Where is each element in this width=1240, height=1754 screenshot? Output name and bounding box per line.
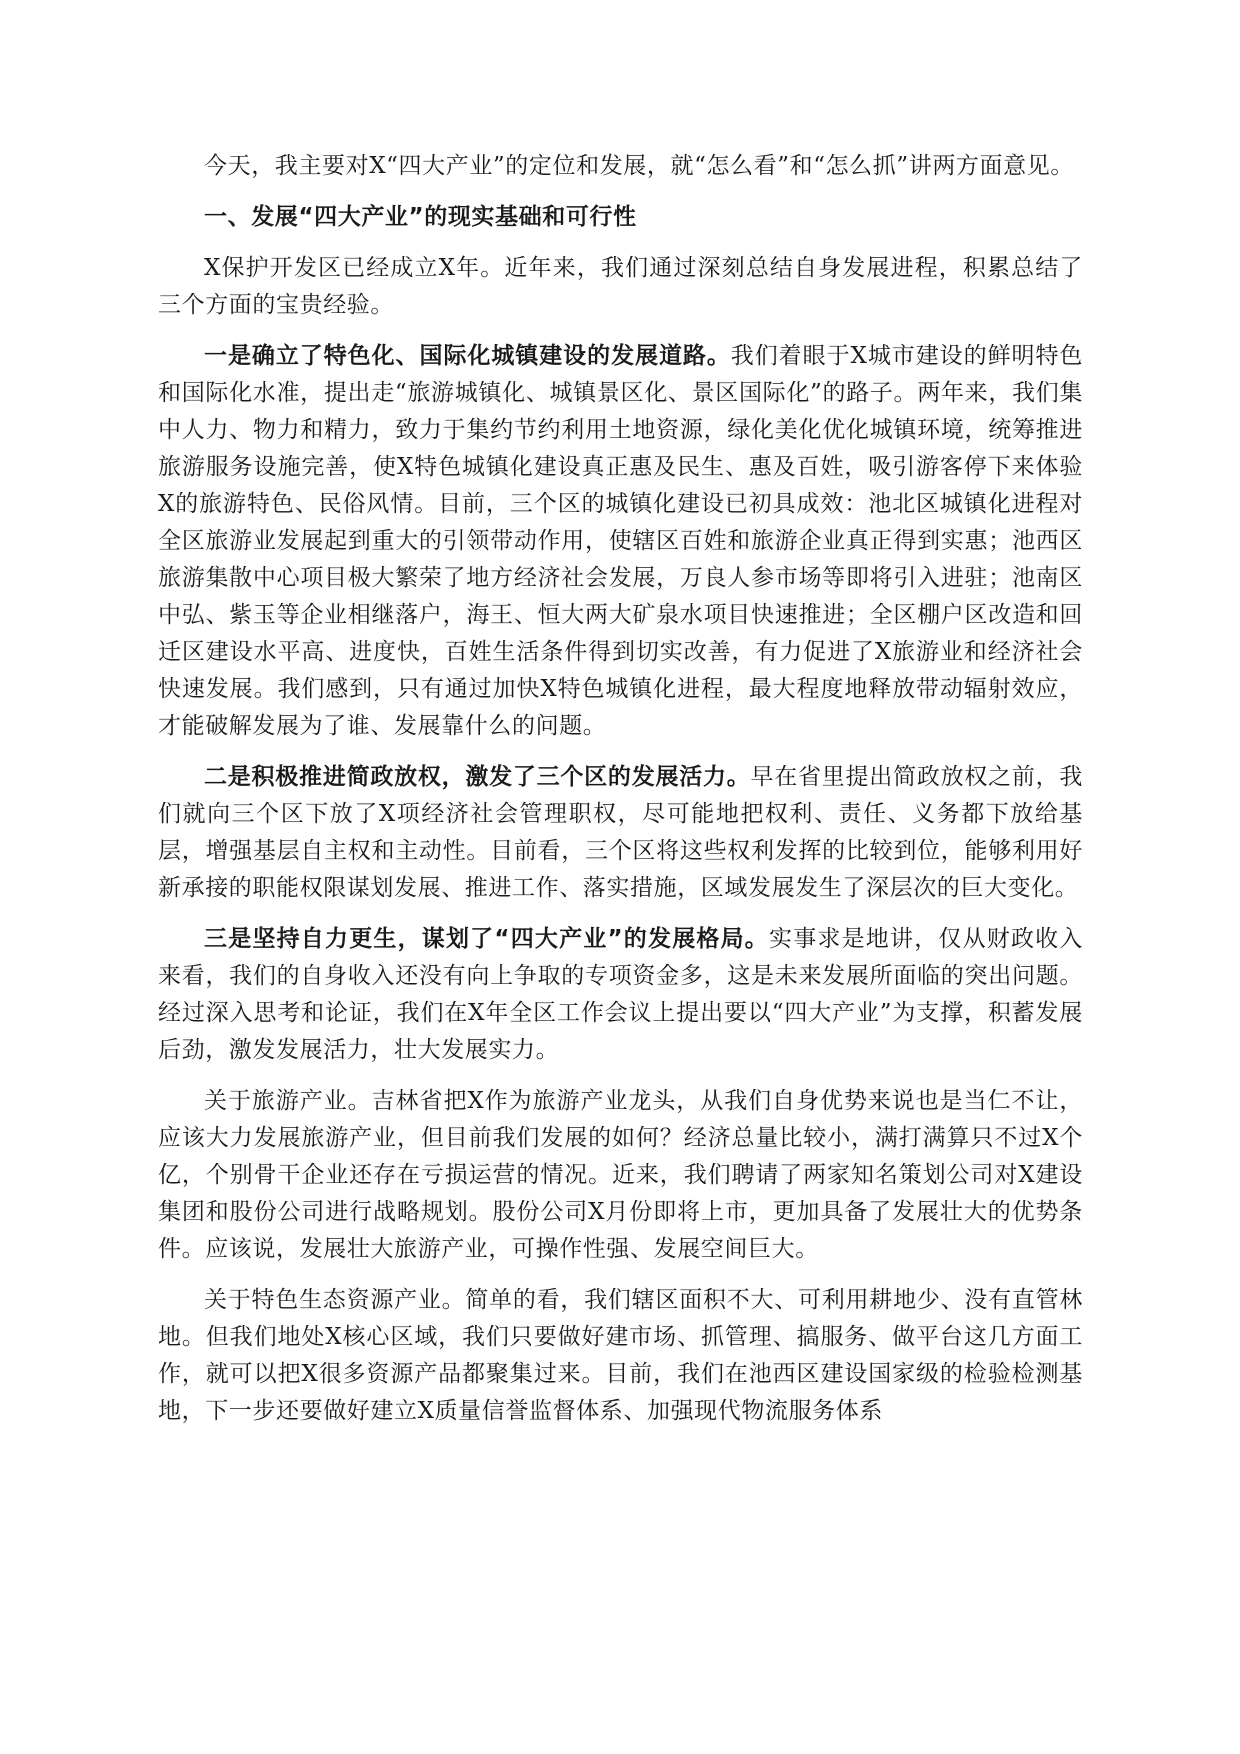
third-point-text: 实事求是地讲，仅从财政收入来看，我们的自身收入还没有向上争取的专项资金多，这是未来发展所面临的突出问题。经过深入思考和论证，我们在X年全区工作会议上提出要以“四大产业”为支撑，积蓄发展后劲，激发发展活力，壮大发展实力。	[158, 926, 1083, 1063]
intro-text: 今天，我主要对X“四大产业”的定位和发展，就“怎么看”和“怎么抓”讲两方面意见。	[204, 153, 1074, 179]
intro-paragraph	[158, 148, 1083, 185]
third-point-lead: 三是坚持自力更生，谋划了“四大产业”的发展格局。	[204, 926, 769, 952]
document-page	[158, 148, 1083, 1444]
tourism-paragraph	[158, 1083, 1083, 1268]
second-point-paragraph	[158, 759, 1083, 907]
first-point-paragraph	[158, 338, 1083, 745]
section-heading-1-text: 一、发展“四大产业”的现实基础和可行性	[204, 204, 637, 230]
zone-paragraph	[158, 250, 1083, 324]
eco-resource-text: 关于特色生态资源产业。简单的看，我们辖区面积不大、可利用耕地少、没有直管林地。但我们地处X核心区域，我们只要做好建市场、抓管理、搞服务、做平台这几方面工作，就可以把X很多资源产品都聚集过来。目前，我们在池西区建设国家级的检验检测基地，下一步还要做好建立X质量信誉监督体系、加强现代物流服务体系	[158, 1287, 1083, 1424]
first-point-lead: 一是确立了特色化、国际化城镇建设的发展道路。	[204, 343, 731, 369]
second-point-lead: 二是积极推进简政放权，激发了三个区的发展活力。	[204, 764, 751, 790]
zone-text: X保护开发区已经成立X年。近年来，我们通过深刻总结自身发展进程，积累总结了三个方面的宝贵经验。	[158, 255, 1083, 318]
first-point-text: 我们着眼于X城市建设的鲜明特色和国际化水准，提出走“旅游城镇化、城镇景区化、景区国际化”的路子。两年来，我们集中人力、物力和精力，致力于集约节约利用土地资源，绿化美化优化城镇环境，统筹推进旅游服务设施完善，使X特色城镇化建设真正惠及民生、惠及百姓，吸引游客停下来体验X的旅游特色、民俗风情。目前，三个区的城镇化建设已初具成效：池北区城镇化进程对全区旅游业发展起到重大的引领带动作用，使辖区百姓和旅游企业真正得到实惠；池西区旅游集散中心项目极大繁荣了地方经济社会发展，万良人参市场等即将引入进驻；池南区中弘、紫玉等企业相继落户，海王、恒大两大矿泉水项目快速推进；全区棚户区改造和回迁区建设水平高、进度快，百姓生活条件得到切实改善，有力促进了X旅游业和经济社会快速发展。我们感到，只有通过加快X特色城镇化进程，最大程度地释放带动辐射效应，才能破解发展为了谁、发展靠什么的问题。	[158, 343, 1084, 739]
eco-resource-paragraph	[158, 1282, 1083, 1430]
third-point-paragraph	[158, 921, 1083, 1069]
section-heading-1	[158, 199, 1083, 236]
tourism-text: 关于旅游产业。吉林省把X作为旅游产业龙头，从我们自身优势来说也是当仁不让，应该大力发展旅游产业，但目前我们发展的如何？经济总量比较小，满打满算只不过X个亿，个别骨干企业还存在亏损运营的情况。近来，我们聘请了两家知名策划公司对X建设集团和股份公司进行战略规划。股份公司X月份即将上市，更加具备了发展壮大的优势条件。应该说，发展壮大旅游产业，可操作性强、发展空间巨大。	[158, 1088, 1083, 1262]
second-point-text: 早在省里提出简政放权之前，我们就向三个区下放了X项经济社会管理职权，尽可能地把权利、责任、义务都下放给基层，增强基层自主权和主动性。目前看，三个区将这些权利发挥的比较到位，能够利用好新承接的职能权限谋划发展、推进工作、落实措施，区域发展发生了深层次的巨大变化。	[158, 764, 1083, 901]
